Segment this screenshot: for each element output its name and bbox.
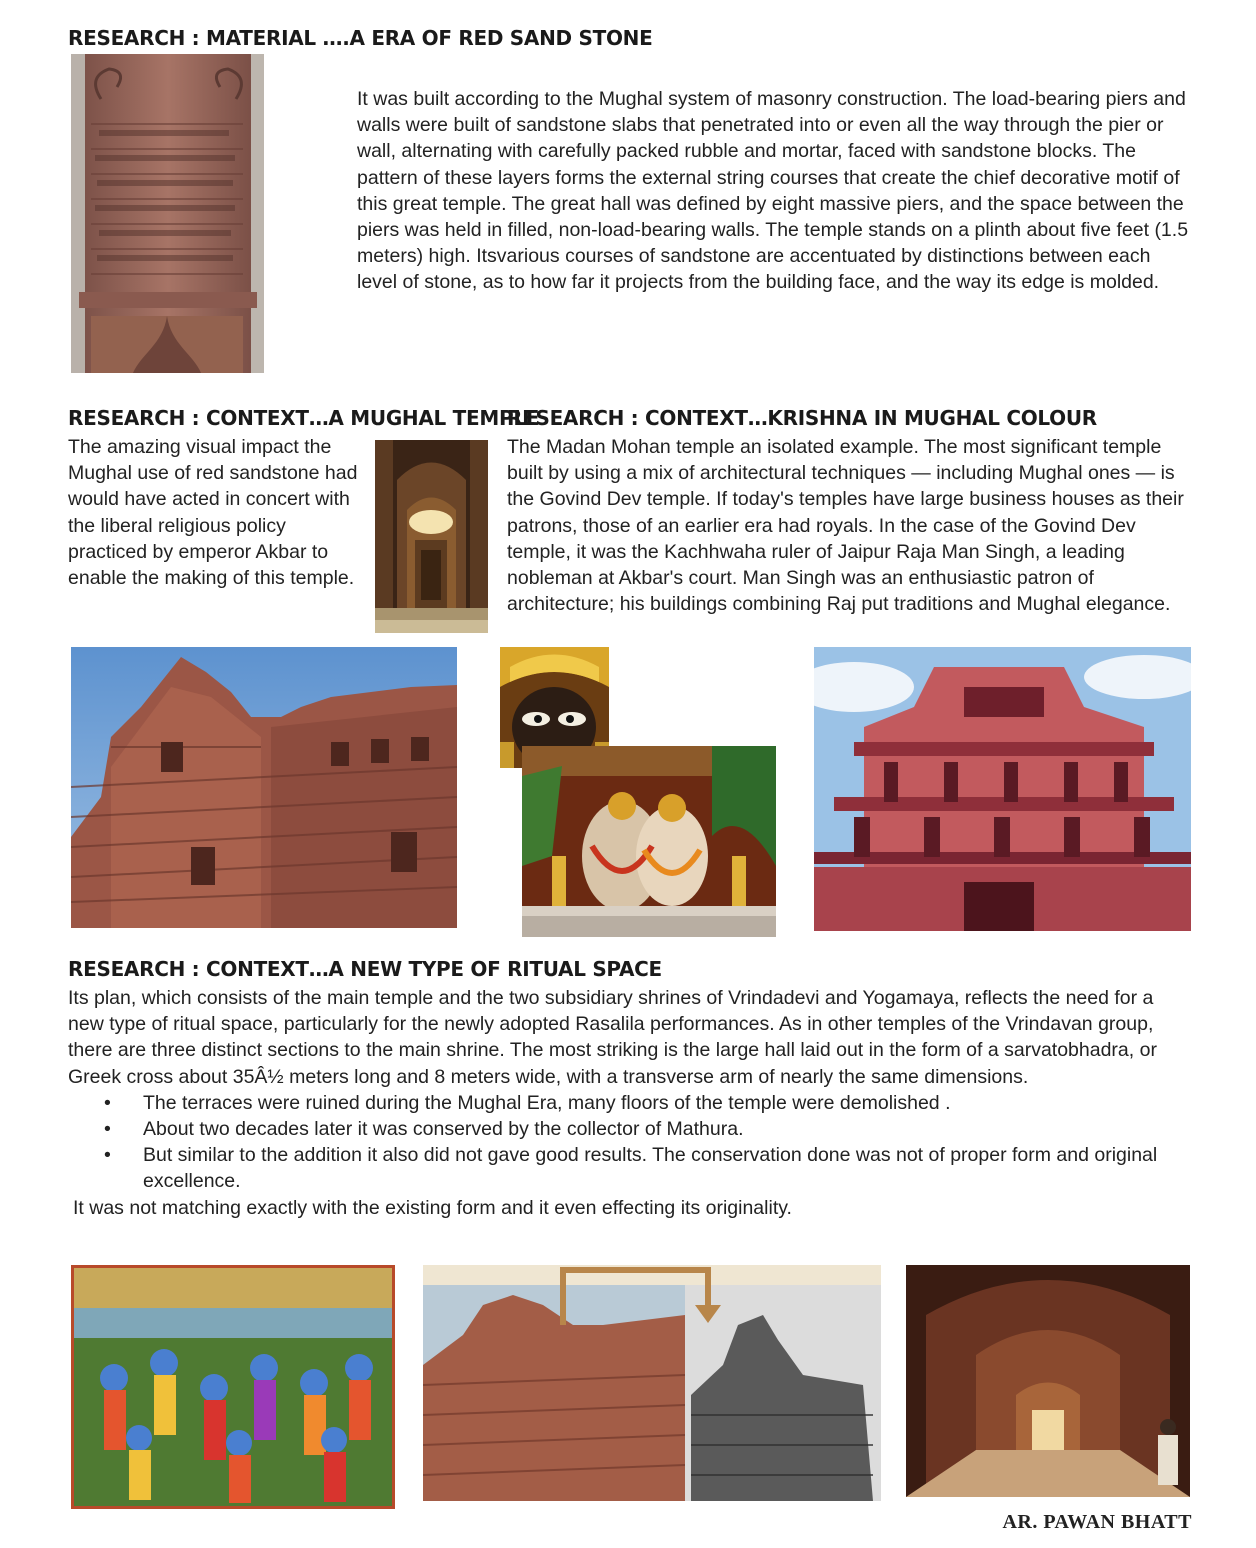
- photo-krishna-shrine-altar: [522, 746, 776, 937]
- ritual-intro: Its plan, which consists of the main temple and the two subsidiary shrines of Vrindadevi and Yogamaya, reflects the need for a new type of ritual space, particularly for the newly adopted Rasalila performances. As in other temples of the Vrindavan group, there are three distinct sections to the main shrine. The most striking is the large hall laid out in the form of a sarvatobhadra, or Greek cross about 35Â½ meters long and 8 meters wide, with a transverse arm of nearly the same dimensions.: [68, 987, 1157, 1088]
- bullet-item: • About two decades later it was conserved by the collector of Mathura.: [68, 1116, 1193, 1142]
- photo-temple-facade-detail: [814, 647, 1191, 931]
- bullet-item: • But similar to the addition it also did not gave good results. The conservation done was not of proper form and original excellence.: [68, 1142, 1193, 1194]
- photo-temple-interior-hall: [906, 1265, 1190, 1497]
- photo-rasalila-painting: [71, 1265, 395, 1509]
- photo-temple-doorway: [375, 440, 488, 633]
- heading-ritual-space: RESEARCH : CONTEXT…A NEW TYPE OF RITUAL SPACE: [68, 957, 662, 981]
- paragraph-mughal-temple: The amazing visual impact the Mughal use of red sandstone had would have acted in concert with the liberal religious policy practiced by emperor Akbar to enable the making of this temple.: [68, 436, 358, 590]
- ritual-closing: It was not matching exactly with the existing form and it even effecting its originality.: [73, 1196, 792, 1219]
- photo-temple-exterior: [71, 647, 457, 928]
- heading-krishna: RESEARCH : CONTEXT…KRISHNA IN MUGHAL COLOUR: [507, 406, 1097, 430]
- heading-mughal-temple: RESEARCH : CONTEXT…A MUGHAL TEMPLE: [68, 406, 540, 430]
- paragraph-ritual-space: [68, 985, 1193, 1221]
- heading-material: RESEARCH : MATERIAL ….A ERA OF RED SAND STONE: [68, 26, 653, 50]
- photo-before-after-comparison: [423, 1265, 881, 1501]
- paragraph-krishna: The Madan Mohan temple an isolated example. The most significant temple built by using a mix of architectural techniques — including Mughal ones — is the Govind Dev temple. If today's temples have large business houses as their patrons, those of an earlier era had royals. In the case of the Govind Dev temple, it was the Kachhwaha ruler of Jaipur Raja Man Singh, a leading nobleman at Akbar's court. Man Singh was an enthusiastic patron of architecture; his buildings combining Raj put traditions and Mughal elegance.: [507, 436, 1184, 616]
- photo-inscribed-pillar: [71, 54, 264, 373]
- paragraph-material: It was built according to the Mughal system of masonry construction. The load-bearing piers and walls were built of sandstone slabs that penetrated into or even all the way through the pier or wall, alternating with carefully packed rubble and mortar, faced with sandstone blocks. The pattern of these layers forms the external string courses that create the chief decorative motif of this great temple. The great hall was defined by eight massive piers, and the space between the piers was held in filled, non-load-bearing walls. The temple stands on a plinth about five feet (1.5 meters) high. Itsvarious courses of sandstone are accentuated by distinctions between each level of stone, as to how far it projects from the building face, and the way its edge is molded.: [357, 88, 1189, 294]
- bullet-item: • The terraces were ruined during the Mughal Era, many floors of the temple were demolished .: [68, 1090, 1193, 1116]
- bullet-list: [68, 1090, 1193, 1195]
- author-signature: AR. PAWAN BHATT: [1002, 1511, 1192, 1533]
